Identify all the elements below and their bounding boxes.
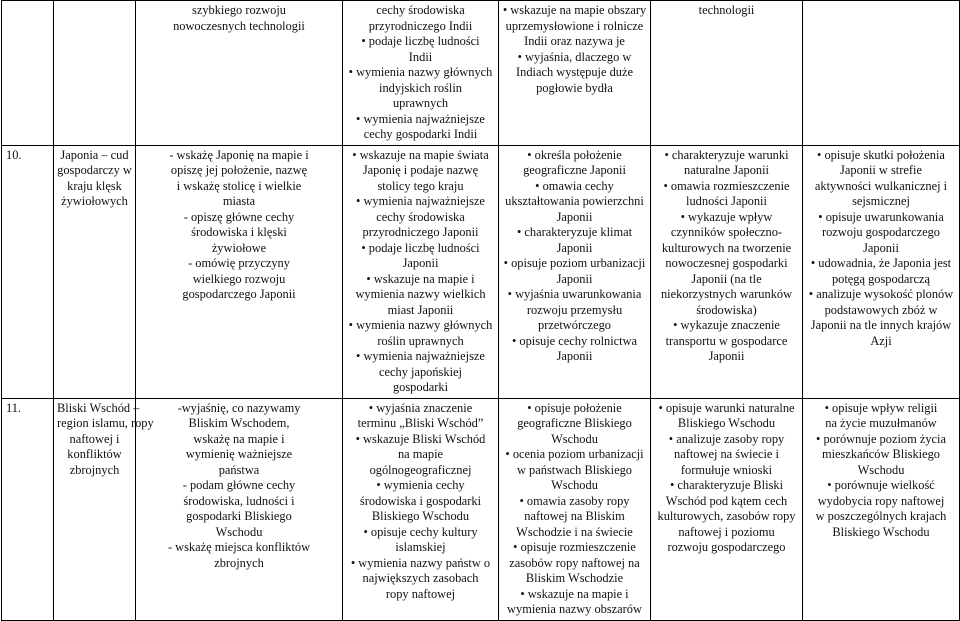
requirements-extended: • określa położenie geograficzne Japonii • omawia cechy ukształtowania powierzchni Japonii • charakteryzuje klimat Japonii • opisuje poziom urbanizacji Japonii • wyjaśnia uwarunkowania rozwoju przemysłu przetwórczego • opisuje cechy rolnictwa Japonii xyxy=(499,145,651,398)
lesson-goals: - wskażę Japonię na mapie i opiszę jej położenie, nazwę i wskażę stolicę i wielkie miasta - opiszę główne cechy środowiska i klęski żywiołowe - omówię przyczyny wielkiego rozwoju gospodarczego Japonii xyxy=(136,145,343,398)
requirements-advanced: • opisuje wpływ religii na życie muzułmanów • porównuje poziom życia mieszkańców Bliskiego Wschodu • porównuje wielkość wydobycia ropy naftowej w poszczególnych krajach Bliskiego Wschodu xyxy=(803,398,960,620)
requirements-basic: • wskazuje na mapie świata Japonię i podaje nazwę stolicy tego kraju • wymienia najważniejsze cechy środowiska przyrodniczego Japonii • podaje liczbę ludności Japonii • wskazuje na mapie i wymienia nazwy wielkich miast Japonii • wymienia nazwy głównych roślin uprawnych • wymienia najważniejsze cechy japońskiej gospodarki xyxy=(343,145,499,398)
requirements-extended: • opisuje położenie geograficzne Bliskiego Wschodu • ocenia poziom urbanizacji w państwach Bliskiego Wschodu • omawia zasoby ropy naftowej na Bliskim Wschodzie i na świecie • opisuje rozmieszczenie zasobów ropy naftowej na Bliskim Wschodzie • wskazuje na mapie i wymienia nazwy obszarów xyxy=(499,398,651,620)
requirements-full: technologii xyxy=(651,1,803,146)
requirements-full: • charakteryzuje warunki naturalne Japonii • omawia rozmieszczenie ludności Japonii • wykazuje wpływ czynników społeczno- kulturowych na tworzenie nowoczesnej gospodarki Japonii (na tle niekorzystnych warunków środowiska) • wykazuje znaczenie transportu w gospodarce Japonii xyxy=(651,145,803,398)
curriculum-table xyxy=(1,0,960,621)
lesson-goals: szybkiego rozwoju nowoczesnych technologii xyxy=(136,1,343,146)
lesson-topic xyxy=(54,1,136,146)
lesson-goals: -wyjaśnię, co nazywamy Bliskim Wschodem, wskażę na mapie i wymienię ważniejsze państwa - podam główne cechy środowiska, ludności i gospodarki Bliskiego Wschodu - wskażę miejsca konfliktów zbrojnych xyxy=(136,398,343,620)
requirements-advanced: • opisuje skutki położenia Japonii w strefie aktywności wulkanicznej i sejsmicznej • opisuje uwarunkowania rozwoju gospodarczego Japonii • udowadnia, że Japonia jest potęgą gospodarczą • analizuje wysokość plonów podstawowych zbóż w Japonii na tle innych krajów Azji xyxy=(803,145,960,398)
table-row-japan xyxy=(2,145,960,398)
requirements-basic: • wyjaśnia znaczenie terminu „Bliski Wschód” • wskazuje Bliski Wschód na mapie ogólnogeograficznej • wymienia cechy środowiska i gospodarki Bliskiego Wschodu • opisuje cechy kultury islamskiej • wymienia nazwy państw o największych zasobach ropy naftowej xyxy=(343,398,499,620)
requirements-extended: • wskazuje na mapie obszary uprzemysłowione i rolnicze Indii oraz nazywa je • wyjaśnia, dlaczego w Indiach występuje duże pogłowie bydła xyxy=(499,1,651,146)
lesson-number: 10. xyxy=(2,145,54,398)
table-row-middle-east xyxy=(2,398,960,620)
table-row-india xyxy=(2,1,960,146)
lesson-number xyxy=(2,1,54,146)
lesson-topic: Bliski Wschód – region islamu, ropy naftowej i konfliktów zbrojnych xyxy=(54,398,136,620)
lesson-number: 11. xyxy=(2,398,54,620)
requirements-advanced xyxy=(803,1,960,146)
requirements-basic: cechy środowiska przyrodniczego Indii • podaje liczbę ludności Indii • wymienia nazwy głównych indyjskich roślin uprawnych • wymienia najważniejsze cechy gospodarki Indii xyxy=(343,1,499,146)
lesson-topic: Japonia – cud gospodarczy w kraju klęsk żywiołowych xyxy=(54,145,136,398)
requirements-full: • opisuje warunki naturalne Bliskiego Wschodu • analizuje zasoby ropy naftowej na świecie i formułuje wnioski • charakteryzuje Bliski Wschód pod kątem cech kulturowych, zasobów ropy naftowej i poziomu rozwoju gospodarczego xyxy=(651,398,803,620)
